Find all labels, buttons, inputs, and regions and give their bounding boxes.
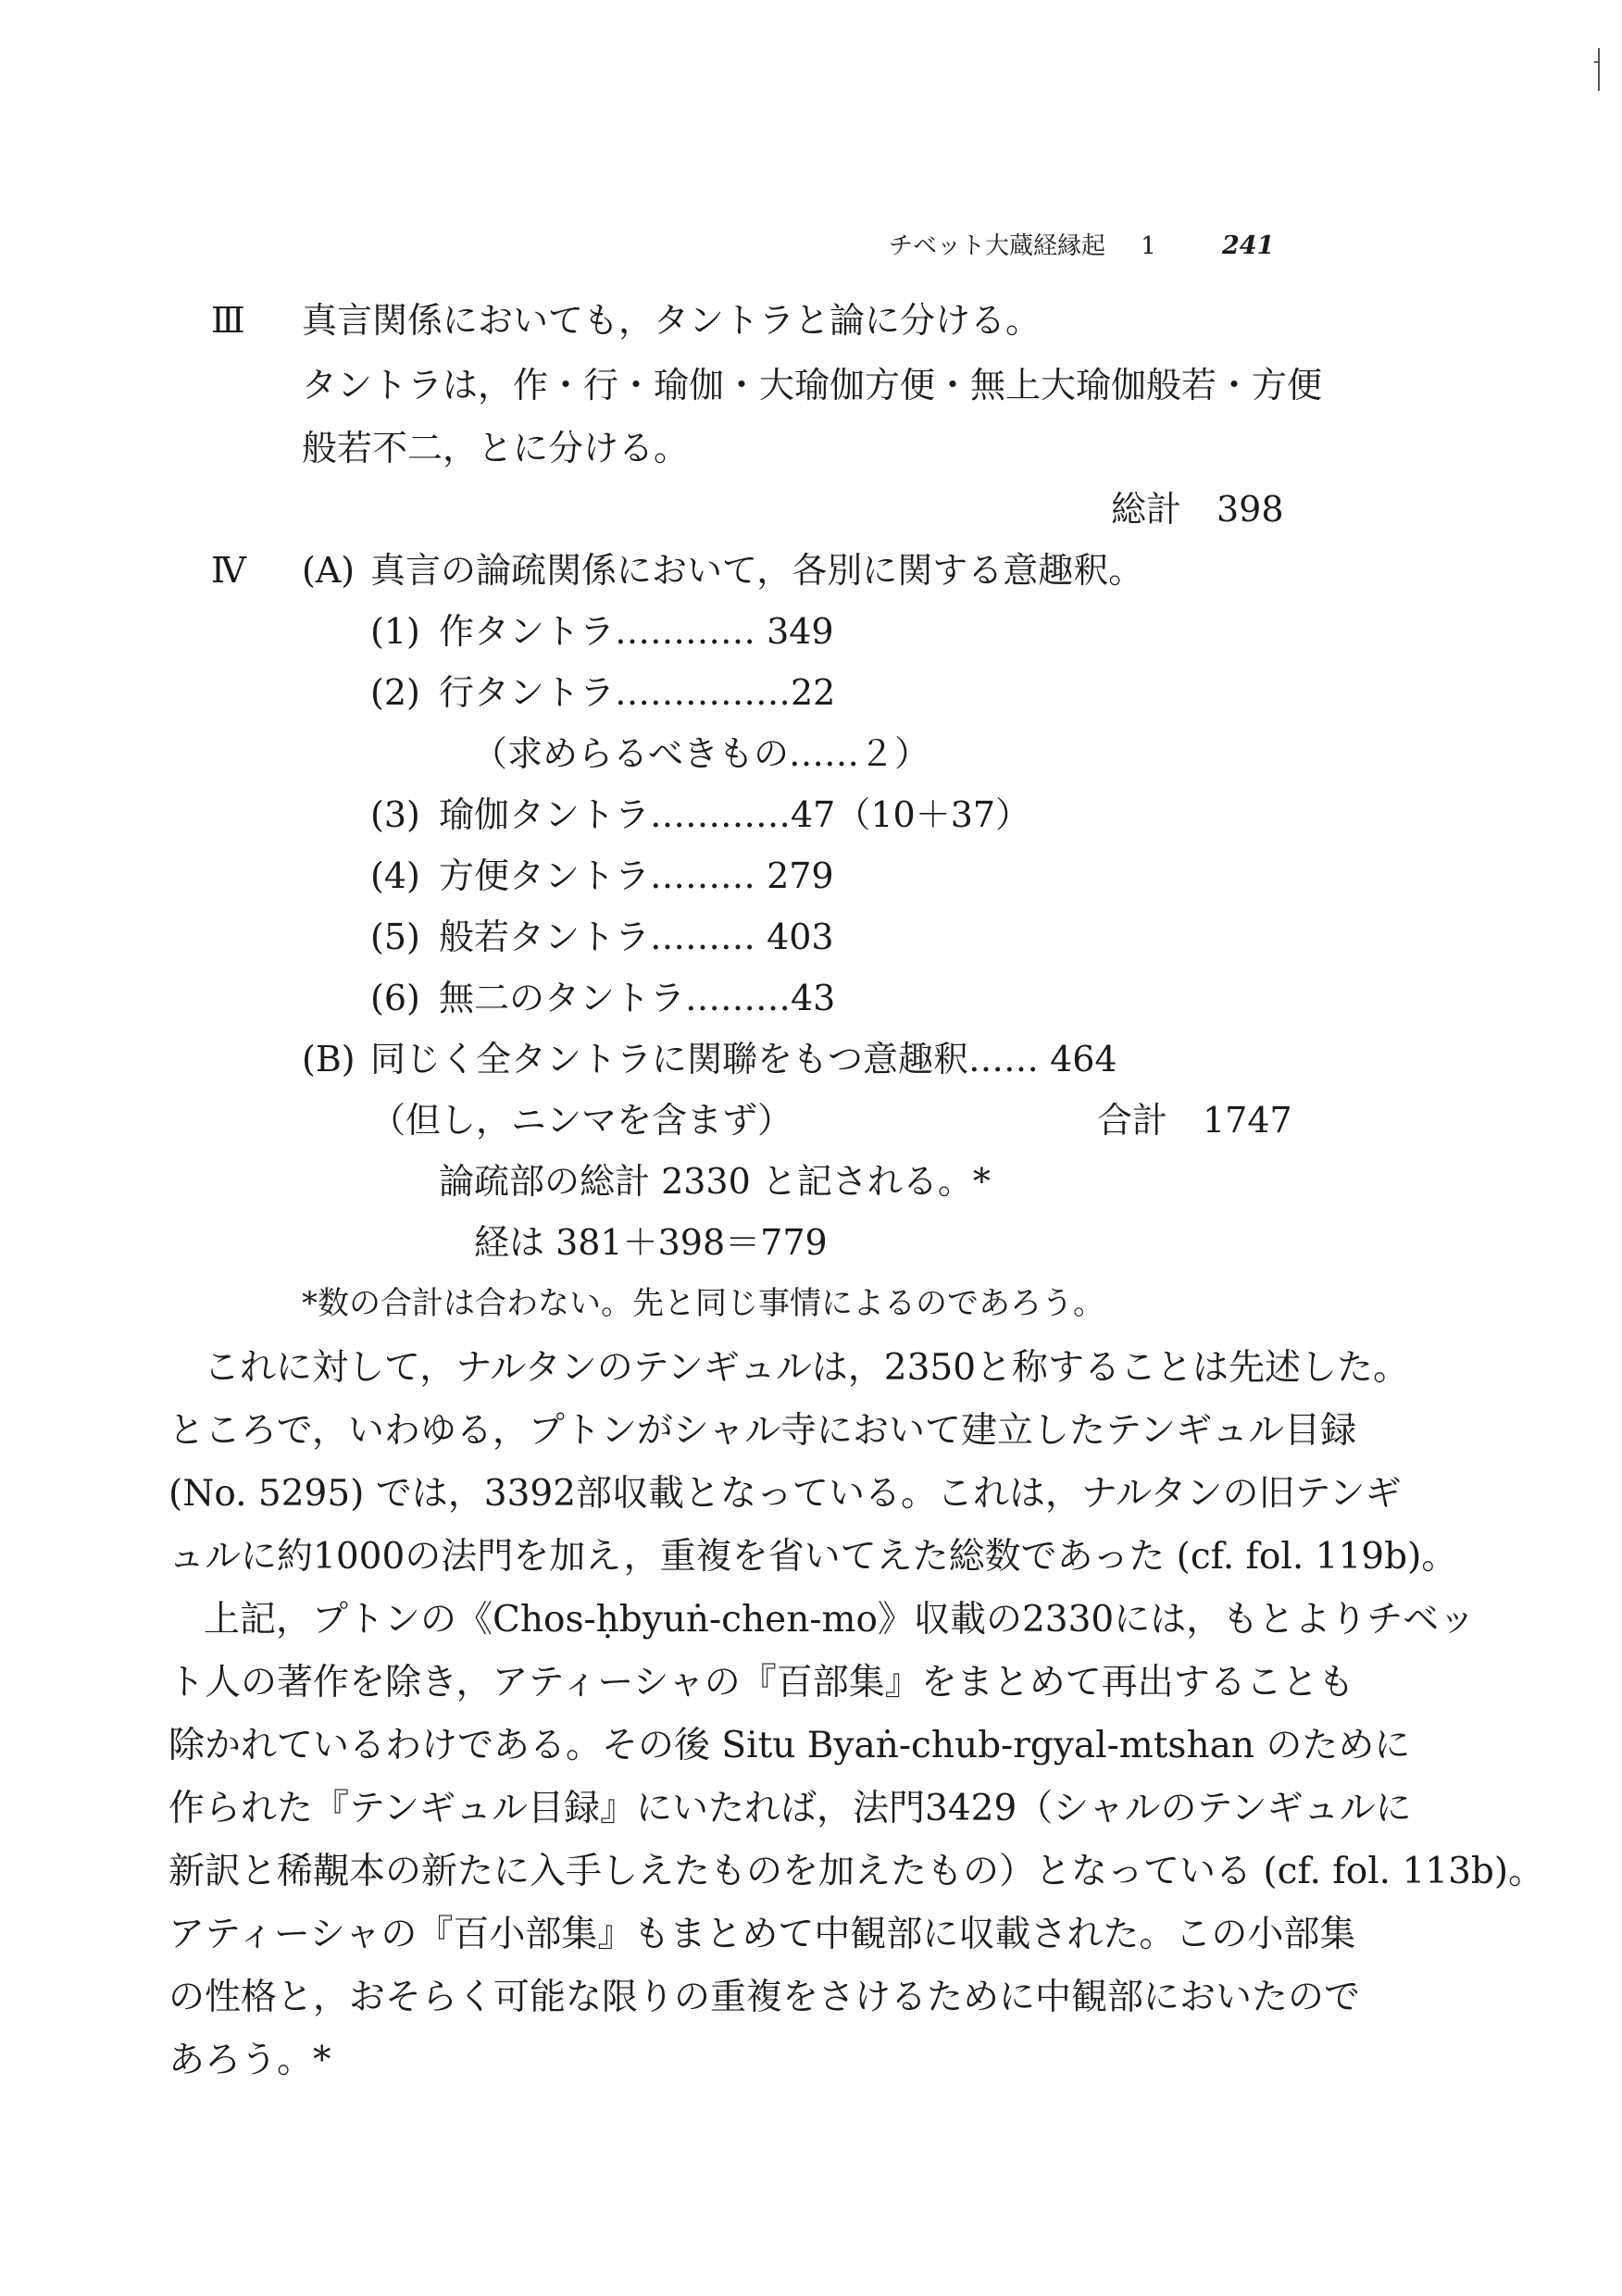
list-item-note: （求めらるべきもの……２） — [472, 733, 930, 774]
section-numeral-3: Ⅲ — [211, 300, 245, 341]
running-head — [889, 231, 1156, 261]
scan-mark — [1594, 61, 1600, 63]
subsection-b-title: 同じく全タントラに関聯をもつ意趣釈…… 464 — [370, 1039, 1117, 1079]
paragraph-line: あろう。* — [168, 2040, 331, 2081]
exclusion-note: （但し，ニンマを含まず） — [370, 1100, 793, 1141]
list-item: 無二のタントラ………43 — [439, 978, 836, 1018]
subsection-b-label: (B) — [302, 1039, 356, 1079]
list-item-num: (6) — [370, 978, 420, 1018]
chapter-number: 1 — [1141, 232, 1156, 260]
paragraph-line: 上記，プトンの《Chos-ḥbyuṅ-chen-mo》収載の2330には，もとよりチベッ — [204, 1599, 1476, 1641]
running-title: チベット大蔵経縁起 — [889, 232, 1106, 260]
list-item-num: (3) — [370, 794, 420, 835]
section3-line3: 般若不二，とに分ける。 — [302, 428, 690, 468]
grand-total: 合計 1747 — [1097, 1100, 1292, 1141]
list-item: 般若タントラ……… 403 — [439, 917, 834, 957]
paragraph-line: 除かれているわけである。その後 Situ Byaṅ-chub-rgyal-mtshan のために — [168, 1725, 1411, 1766]
list-item-num: (1) — [370, 611, 420, 652]
paragraph-line: ところで，いわゆる，プトンがシャル寺において建立したテンギュル目録 — [168, 1410, 1357, 1452]
sutra-total: 経は 381＋398＝779 — [474, 1222, 828, 1263]
paragraph-line: ュルに約1000の法門を加え，重複を省いてえた総数であった (cf. fol. 119b)。 — [168, 1536, 1458, 1578]
section3-line2: タントラは，作・行・瑜伽・大瑜伽方便・無上大瑜伽般若・方便 — [302, 365, 1323, 406]
list-item-num: (2) — [370, 672, 420, 713]
paragraph-line: (No. 5295) では，3392部収載となっている。これは，ナルタンの旧テンギ — [168, 1473, 1402, 1515]
commentary-total: 論疏部の総計 2330 と記される。* — [439, 1161, 991, 1202]
scan-mark — [1598, 48, 1600, 91]
paragraph-line: アティーシャの『百小部集』もまとめて中観部に収載された。この小部集 — [168, 1914, 1356, 1955]
list-item: 方便タントラ……… 279 — [439, 855, 834, 896]
subsection-a-label: (A) — [302, 550, 356, 591]
paragraph-line: の性格と，おそらく可能な限りの重複をさけるために中観部においたので — [168, 1977, 1361, 2018]
list-item: 作タントラ………… 349 — [439, 611, 834, 652]
subsection-a-title: 真言の論疏関係において，各別に関する意趣釈。 — [370, 550, 1144, 591]
list-item: 瑜伽タントラ…………47（10＋37） — [439, 794, 1031, 835]
paragraph-line: 新訳と稀覯本の新たに入手しえたものを加えたもの）となっている (cf. fol. 113b)。 — [168, 1851, 1545, 1892]
list-item-num: (4) — [370, 855, 420, 896]
paragraph-line: 作られた『テンギュル目録』にいたれば，法門3429（シャルのテンギュルに — [168, 1788, 1412, 1829]
section3-line1: 真言関係においても，タントラと論に分ける。 — [302, 300, 1042, 341]
footnote: *数の合計は合わない。先と同じ事情によるのであろう。 — [302, 1285, 1104, 1322]
list-item: 行タントラ……………22 — [439, 672, 836, 713]
section3-total: 総計 398 — [1111, 489, 1284, 530]
list-item-num: (5) — [370, 917, 420, 957]
paragraph-line: これに対して，ナルタンのテンギュルは，2350と称することは先述した。 — [204, 1347, 1410, 1389]
section-numeral-4: Ⅳ — [211, 550, 246, 591]
paragraph-line: ト人の著作を除き，アティーシャの『百部集』をまとめて再出することも — [168, 1662, 1354, 1703]
page-number: 241 — [1222, 231, 1275, 260]
